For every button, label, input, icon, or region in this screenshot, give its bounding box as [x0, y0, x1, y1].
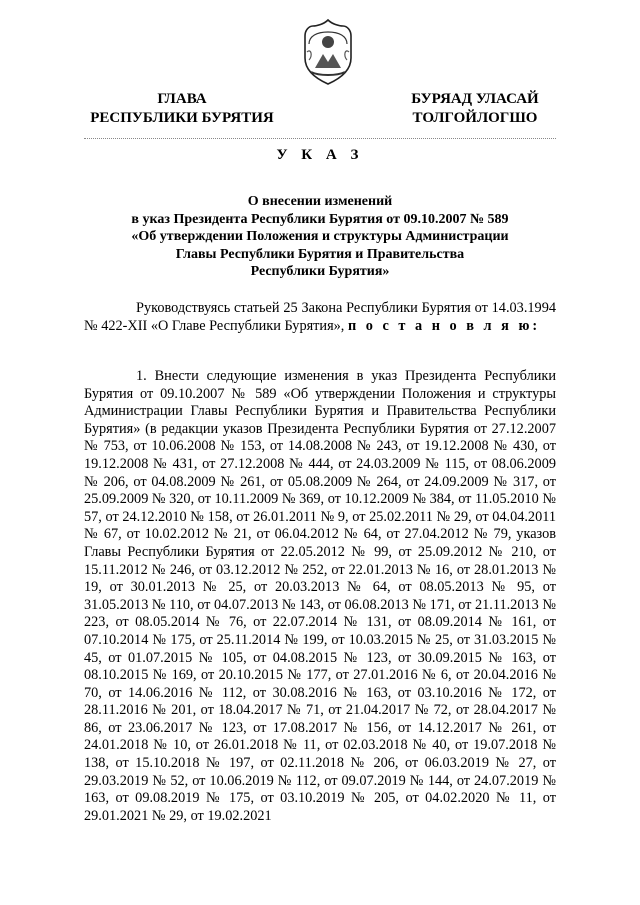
- header-divider: [84, 138, 556, 139]
- issuer-line-2: РЕСПУБЛИКИ БУРЯТИЯ: [90, 110, 274, 126]
- issuer-title-russian: [82, 90, 282, 128]
- issuer-title-buryat: [390, 90, 560, 128]
- title-line: «Об утверждении Положения и структуры Администрации: [131, 229, 509, 244]
- coat-of-arms-icon: [297, 18, 359, 86]
- preamble-text: Руководствуясь статьей 25 Закона Республики Бурятия от 14.03.1994 № 422-XII «О Главе Республики Бурятия»,: [84, 300, 556, 334]
- item-1-paragraph: [84, 368, 556, 825]
- decree-word: п о с т а н о в л я ю:: [347, 317, 541, 334]
- title-line: О внесении изменений: [247, 194, 393, 209]
- issuer-buryat-line-1: БУРЯАД УЛАСАЙ: [411, 91, 539, 107]
- document-title: [84, 193, 556, 281]
- issuer-buryat-line-2: ТОЛГОЙЛОГШО: [412, 110, 538, 126]
- title-line: в указ Президента Республики Бурятия от 09.10.2007 № 589: [131, 211, 509, 227]
- document-type: У К А З: [276, 147, 364, 163]
- preamble-paragraph: [84, 300, 556, 335]
- item-1-text: 1. Внести следующие изменения в указ Президента Республики Бурятия от 09.10.2007 № 589 «Об утверждении Положения и структуры Администрации Главы Республики Бурятия и Правительства Республики Бурятия» (в редакции указов Президента Республики Бурятия от 27.12.2007 № 753, от 10.06.2008 № 153, от 14.08.2008 № 243, от 19.12.2008 № 430, от 19.12.2008 № 431, от 27.12.2008 № 444, от 24.03.2009 № 115, от 08.06.2009 № 206, от 04.08.2009 № 261, от 05.08.2009 № 264, от 24.09.2009 № 317, от 25.09.2009 № 320, от 10.11.2009 № 369, от 10.12.2009 № 384, от 11.05.2010 № 57, от 24.12.2010 № 158, от 26.01.2011 № 9, от 25.02.2011 № 29, от 04.04.2011 № 67, от 10.02.2012 № 21, от 06.04.2012 № 64, от 27.04.2012 № 79, указов Главы Республики Бурятия от 22.05.2012 № 99, от 25.09.2012 № 210, от 15.11.2012 № 246, от 03.12.2012 № 252, от 22.01.2013 № 16, от 28.01.2013 № 19, от 30.01.2013 № 25, от 20.03.2013 № 64, от 08.05.2013 № 95, от 31.05.2013 № 110, от 04.07.2013 № 143, от 06.08.2013 № 171, от 21.11.2013 № 223, от 08.05.2014 № 76, от 22.07.2014 № 131, от 08.09.2014 № 161, от 07.10.2014 № 175, от 25.11.2014 № 199, от 10.03.2015 № 25, от 31.03.2015 № 45, от 01.07.2015 № 105, от 04.08.2015 № 123, от 30.09.2015 № 163, от 08.10.2015 № 169, от 20.10.2015 № 177, от 27.01.2016 № 6, от 20.04.2016 № 70, от 14.06.2016 № 112, от 30.08.2016 № 163, от 03.10.2016 № 172, от 28.11.2016 № 201, от 18.04.2017 № 71, от 21.04.2017 № 72, от 28.04.2017 № 86, от 23.06.2017 № 123, от 17.08.2017 № 156, от 14.12.2017 № 261, от 24.01.2018 № 10, от 26.01.2018 № 11, от 02.03.2018 № 40, от 19.07.2018 № 138, от 15.10.2018 № 197, от 02.11.2018 № 206, от 06.03.2019 № 27, от 29.03.2019 № 52, от 10.06.2019 № 112, от 09.07.2019 № 144, от 24.07.2019 № 163, от 09.08.2019 № 175, от 03.10.2019 № 205, от 04.02.2020 № 11, от 29.01.2021 № 29, от 19.02.2021: [84, 368, 556, 824]
- title-line: Главы Республики Бурятия и Правительства: [175, 246, 465, 262]
- title-line: Республики Бурятия»: [250, 264, 390, 279]
- issuer-line-1: ГЛАВА: [157, 91, 207, 107]
